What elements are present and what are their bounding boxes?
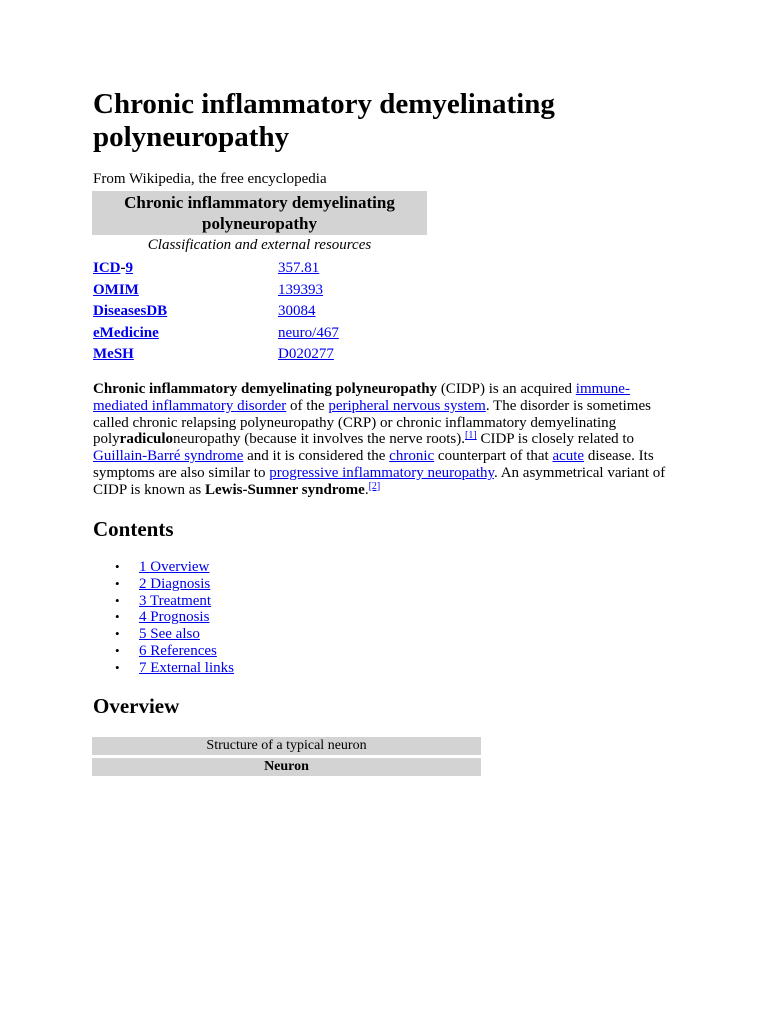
guillain-barre-link[interactable]: Guillain-Barré syndrome: [93, 448, 244, 465]
infobox-row-emedicine: [93, 325, 433, 347]
infobox-subheader: Classification and external resources: [147, 237, 372, 253]
infobox-row-mesh: [93, 346, 433, 368]
intro-text: and it is considered the: [243, 448, 390, 465]
table-of-contents: [93, 559, 234, 677]
infobox-value-diseasesdb[interactable]: 30084: [278, 303, 316, 319]
infobox-table: [93, 260, 433, 368]
infobox-value-mesh[interactable]: D020277: [278, 346, 334, 362]
page-subtitle: From Wikipedia, the free encyclopedia: [93, 171, 327, 187]
intro-text: (CIDP) is an acquired: [437, 381, 576, 397]
icd-link[interactable]: ICD: [93, 260, 121, 276]
icd-dash: -: [120, 260, 126, 276]
infobox-header: Chronic inflammatory demyelinating polyneuropathy: [92, 191, 427, 235]
chronic-link[interactable]: chronic: [389, 448, 435, 465]
toc-item: [93, 609, 234, 626]
toc-item: [93, 559, 234, 576]
intro-paragraph: [93, 381, 683, 499]
infobox-value-omim[interactable]: 139393: [278, 281, 323, 298]
reference-2-link[interactable]: [2]: [368, 480, 381, 492]
toc-item: [93, 593, 234, 610]
infobox-row-omim: [93, 282, 433, 304]
intro-text: of the: [286, 397, 329, 414]
toc-link-diagnosis[interactable]: 2 Diagnosis: [139, 575, 211, 592]
neuron-box-title: Neuron: [92, 758, 481, 776]
toc-item: [93, 643, 234, 660]
toc-item: [93, 576, 234, 593]
toc-item: [93, 626, 234, 643]
toc-link-treatment[interactable]: 3 Treatment: [139, 592, 212, 609]
contents-heading: Contents: [93, 517, 174, 541]
peripheral-nervous-system-link[interactable]: peripheral nervous system: [328, 397, 486, 414]
progressive-inflammatory-neuropathy-link[interactable]: progressive inflammatory neuropathy: [269, 464, 495, 481]
page-title: Chronic inflammatory demyelinating polyneuropathy: [93, 88, 555, 153]
intro-text: . An asymmetrical variant of CIDP is known as: [93, 464, 666, 498]
immune-mediated-link[interactable]: immune-mediated inflammatory disorder: [93, 381, 630, 414]
overview-heading: Overview: [93, 694, 180, 718]
intro-text: . The disorder is sometimes called chronic relapsing polyneuropathy (CRP) or chronic inflammatory demyelinating poly: [93, 397, 651, 448]
radiculo-bold: radiculo: [119, 431, 174, 448]
toc-link-see-also[interactable]: 5 See also: [139, 626, 200, 643]
infobox-row-diseasesdb: [93, 303, 433, 325]
reference-1-link[interactable]: [1]: [465, 430, 477, 442]
infobox-row-icd9: [93, 260, 433, 282]
infobox-label-emedicine[interactable]: eMedicine: [93, 324, 159, 341]
toc-link-external-links[interactable]: 7 External links: [139, 659, 234, 676]
intro-bold-term: Chronic inflammatory demyelinating polyneuropathy: [93, 381, 438, 397]
intro-text: counterpart of that: [434, 448, 553, 465]
toc-item: [93, 660, 234, 677]
intro-text: disease. Its symptoms are also similar to: [93, 448, 654, 481]
intro-text: neuropathy (because it involves the nerve roots).: [173, 431, 466, 448]
icd9-link[interactable]: 9: [125, 260, 134, 276]
lewis-sumner-bold: Lewis-Sumner syndrome: [204, 481, 365, 498]
infobox-label-omim[interactable]: OMIM: [93, 281, 139, 298]
acute-link[interactable]: acute: [552, 448, 585, 465]
toc-link-prognosis[interactable]: 4 Prognosis: [139, 609, 210, 626]
infobox-value-icd9[interactable]: 357.81: [278, 260, 320, 276]
infobox-label-diseasesdb[interactable]: DiseasesDB: [93, 303, 168, 319]
infobox-label-icd9: [93, 260, 133, 277]
neuron-box-caption: Structure of a typical neuron: [92, 737, 481, 755]
toc-link-references[interactable]: 6 References: [139, 642, 217, 659]
intro-text: CIDP is closely related to: [476, 431, 635, 448]
infobox-label-mesh[interactable]: MeSH: [93, 346, 134, 362]
intro-text: .: [364, 481, 369, 498]
infobox-value-emedicine[interactable]: neuro/467: [278, 324, 339, 341]
toc-link-overview[interactable]: 1 Overview: [139, 559, 210, 575]
